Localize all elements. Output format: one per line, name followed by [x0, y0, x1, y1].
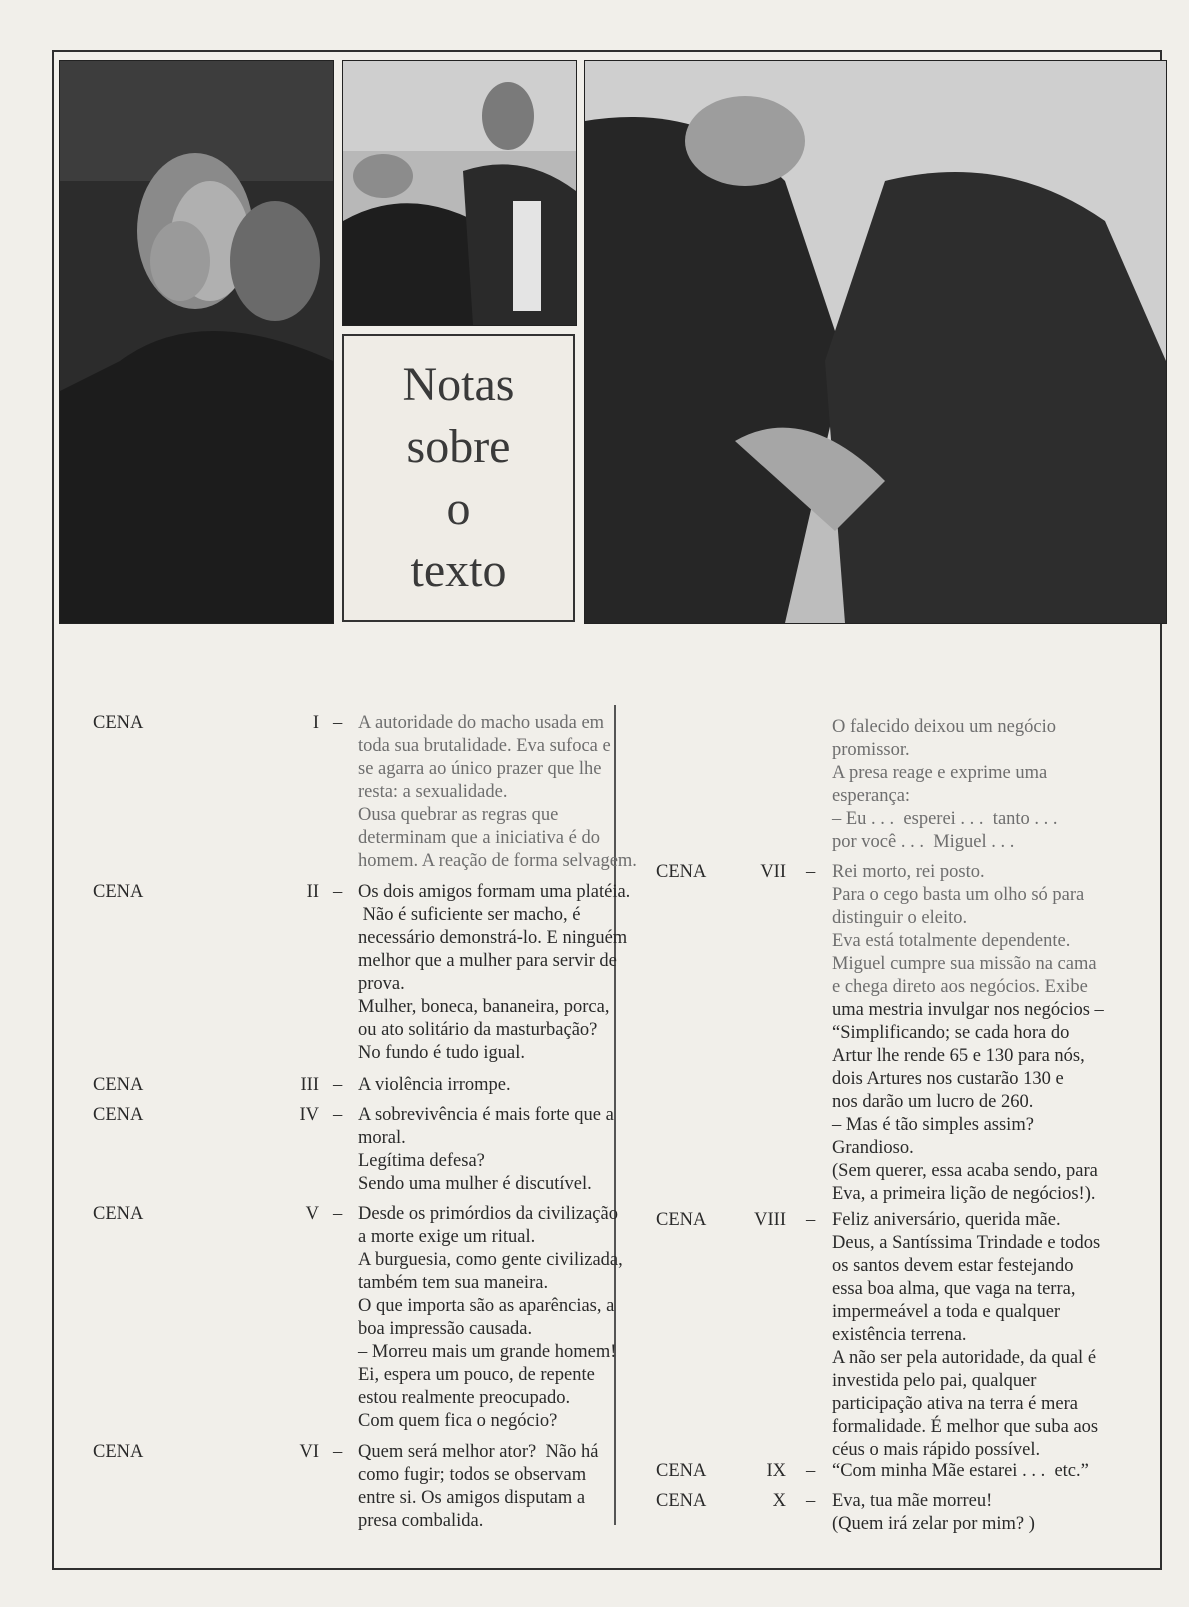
scene-text: A sobrevivência é mais forte que a moral. Legítima defesa? Sendo uma mulher é discutível.: [358, 1105, 614, 1194]
scene-label: CENA: [93, 882, 144, 902]
scene-number: V: [305, 1204, 319, 1224]
scene-number: IV: [299, 1105, 319, 1125]
scene-number: II: [306, 882, 319, 902]
photo-kiss: [59, 60, 334, 624]
scene-text: Desde os primórdios da civilização a morte exige um ritual. A burguesia, como gente civilizada, também tem sua maneira. O que importa são as aparências, a boa impressão causada. – Morreu mais um grande homem! Ei, espera um pouco, de repente estou realmente preocupado. Com quem fica o negócio?: [358, 1204, 623, 1431]
title-box: [342, 334, 575, 622]
scene-text: A autoridade do macho usada em toda sua brutalidade. Eva sufoca e se agarra ao único prazer que lhe resta: a sexualidade. Ousa quebrar as regras que determinam que a iniciativa é do homem. A reação de forma selvagem.: [358, 713, 637, 871]
scene-dash: –: [333, 713, 343, 733]
scene-label: CENA: [93, 1075, 144, 1095]
scene-number: X: [772, 1491, 786, 1511]
scene-dash: –: [333, 882, 343, 902]
scene-label: CENA: [656, 1461, 707, 1481]
title-line: texto: [410, 544, 507, 597]
scene-number: I: [312, 713, 319, 733]
scene-number: IX: [766, 1461, 786, 1481]
scene-text: A violência irrompe.: [358, 1075, 511, 1095]
scene-number: III: [300, 1075, 319, 1095]
scene-dash: –: [333, 1105, 343, 1125]
scene-text: Rei morto, rei posto. Para o cego basta um olho só para distinguir o eleito. Eva está totalmente dependente. Miguel cumpre sua missão na cama e chega direto aos negócios. Exibe uma mestria invulgar nos negócios – “Simplificando; se cada hora do Artur lhe rende 65 e 130 para nós, dois Artures nos custarão 130 e nos darão um lucro de 260. – Mas é tão simples assim? Grandioso. (Sem querer, essa acaba sendo, para Eva, a primeira lição de negócios!).: [832, 862, 1104, 1204]
scene-dash: –: [333, 1204, 343, 1224]
scene-label: CENA: [656, 862, 707, 882]
title-line: sobre: [406, 420, 511, 473]
scene-label: CENA: [93, 1204, 144, 1224]
scene-label: CENA: [93, 1105, 144, 1125]
photo-couple: [342, 60, 577, 326]
scene-text: Quem será melhor ator? Não há como fugir; todos se observam entre si. Os amigos disputam a presa combalida.: [358, 1442, 599, 1531]
title-line: o: [446, 482, 471, 535]
scene-label: CENA: [656, 1491, 707, 1511]
scene-dash: –: [806, 862, 816, 882]
scene-text: Os dois amigos formam uma platéia. Não é suficiente ser macho, é necessário demonstrá-lo. E ninguém melhor que a mulher para servir de prova. Mulher, boneca, bananeira, porca, ou ato solitário da masturbação? No fundo é tudo igual.: [358, 882, 631, 1063]
scene-label: CENA: [93, 713, 144, 733]
title-line: Notas: [402, 358, 515, 411]
scene-dash: –: [806, 1210, 816, 1230]
scene-number: VI: [299, 1442, 319, 1462]
scene-number: VII: [760, 862, 786, 882]
scene-number: VIII: [754, 1210, 786, 1230]
scene-dash: –: [333, 1442, 343, 1462]
scene-text: Eva, tua mãe morreu! (Quem irá zelar por mim? ): [832, 1491, 1035, 1534]
scene-label: CENA: [93, 1442, 144, 1462]
scene-text: Feliz aniversário, querida mãe. Deus, a Santíssima Trindade e todos os santos devem estar festejando essa boa alma, que vaga na terra, impermeável a toda e qualquer existência terrena. A não ser pela autoridade, da qual é investida pelo pai, qualquer participação ativa na terra é mera formalidade. É melhor que suba aos céus o mais rápido possível.: [832, 1210, 1101, 1460]
scene-vi-continuation: O falecido deixou um negócio promissor. A presa reage e exprime uma esperança: – Eu . . . esperei . . . tanto . . . por você . . . Miguel . . .: [832, 717, 1058, 852]
photo-embrace: [584, 60, 1167, 624]
scene-dash: –: [333, 1075, 343, 1095]
scene-dash: –: [806, 1461, 816, 1481]
scene-text: “Com minha Mãe estarei . . . etc.”: [832, 1461, 1089, 1481]
scene-label: CENA: [656, 1210, 707, 1230]
scene-dash: –: [806, 1491, 816, 1511]
